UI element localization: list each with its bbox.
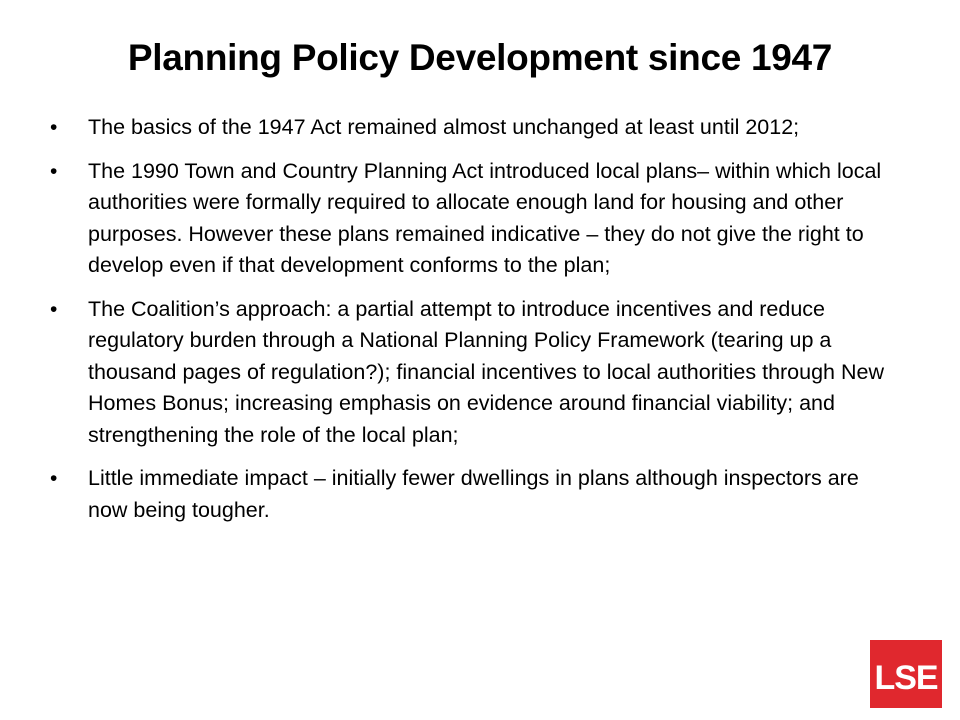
slide-title: Planning Policy Development since 1947 <box>127 37 833 78</box>
bullet-icon: • <box>50 159 58 183</box>
bullet-text: The basics of the 1947 Act remained almost unchanged at least until 2012; <box>88 115 800 139</box>
bullet-item <box>48 294 898 452</box>
bullet-icon: • <box>50 116 58 139</box>
bullet-icon: • <box>50 467 58 490</box>
bullet-item <box>48 156 898 282</box>
bullet-text: Little immediate impact – initially fewer dwellings in plans although inspectors are now being tougher. <box>88 466 859 522</box>
lse-logo-mark <box>870 640 942 708</box>
bullet-item <box>48 112 898 144</box>
bullet-text: The 1990 Town and Country Planning Act introduced local plans– within which local authorities were formally required to allocate enough land for housing and other purposes. However these plans remained indicative – they do not give the right to develop even if that development conforms to the plan; <box>88 158 882 277</box>
bullet-text: The Coalition’s approach: a partial attempt to introduce incentives and reduce regulatory burden through a National Planning Policy Framework (tearing up a thousand pages of regulation?); financial incentives to local authorities through New Homes Bonus; increasing emphasis on evidence around financial viability; and strengthening the role of the local plan; <box>88 296 884 447</box>
bullet-list <box>48 112 898 538</box>
lse-logo-text: LSE <box>874 659 938 697</box>
bullet-item <box>48 463 898 526</box>
lse-logo <box>870 640 942 708</box>
bullet-icon: • <box>50 297 58 321</box>
